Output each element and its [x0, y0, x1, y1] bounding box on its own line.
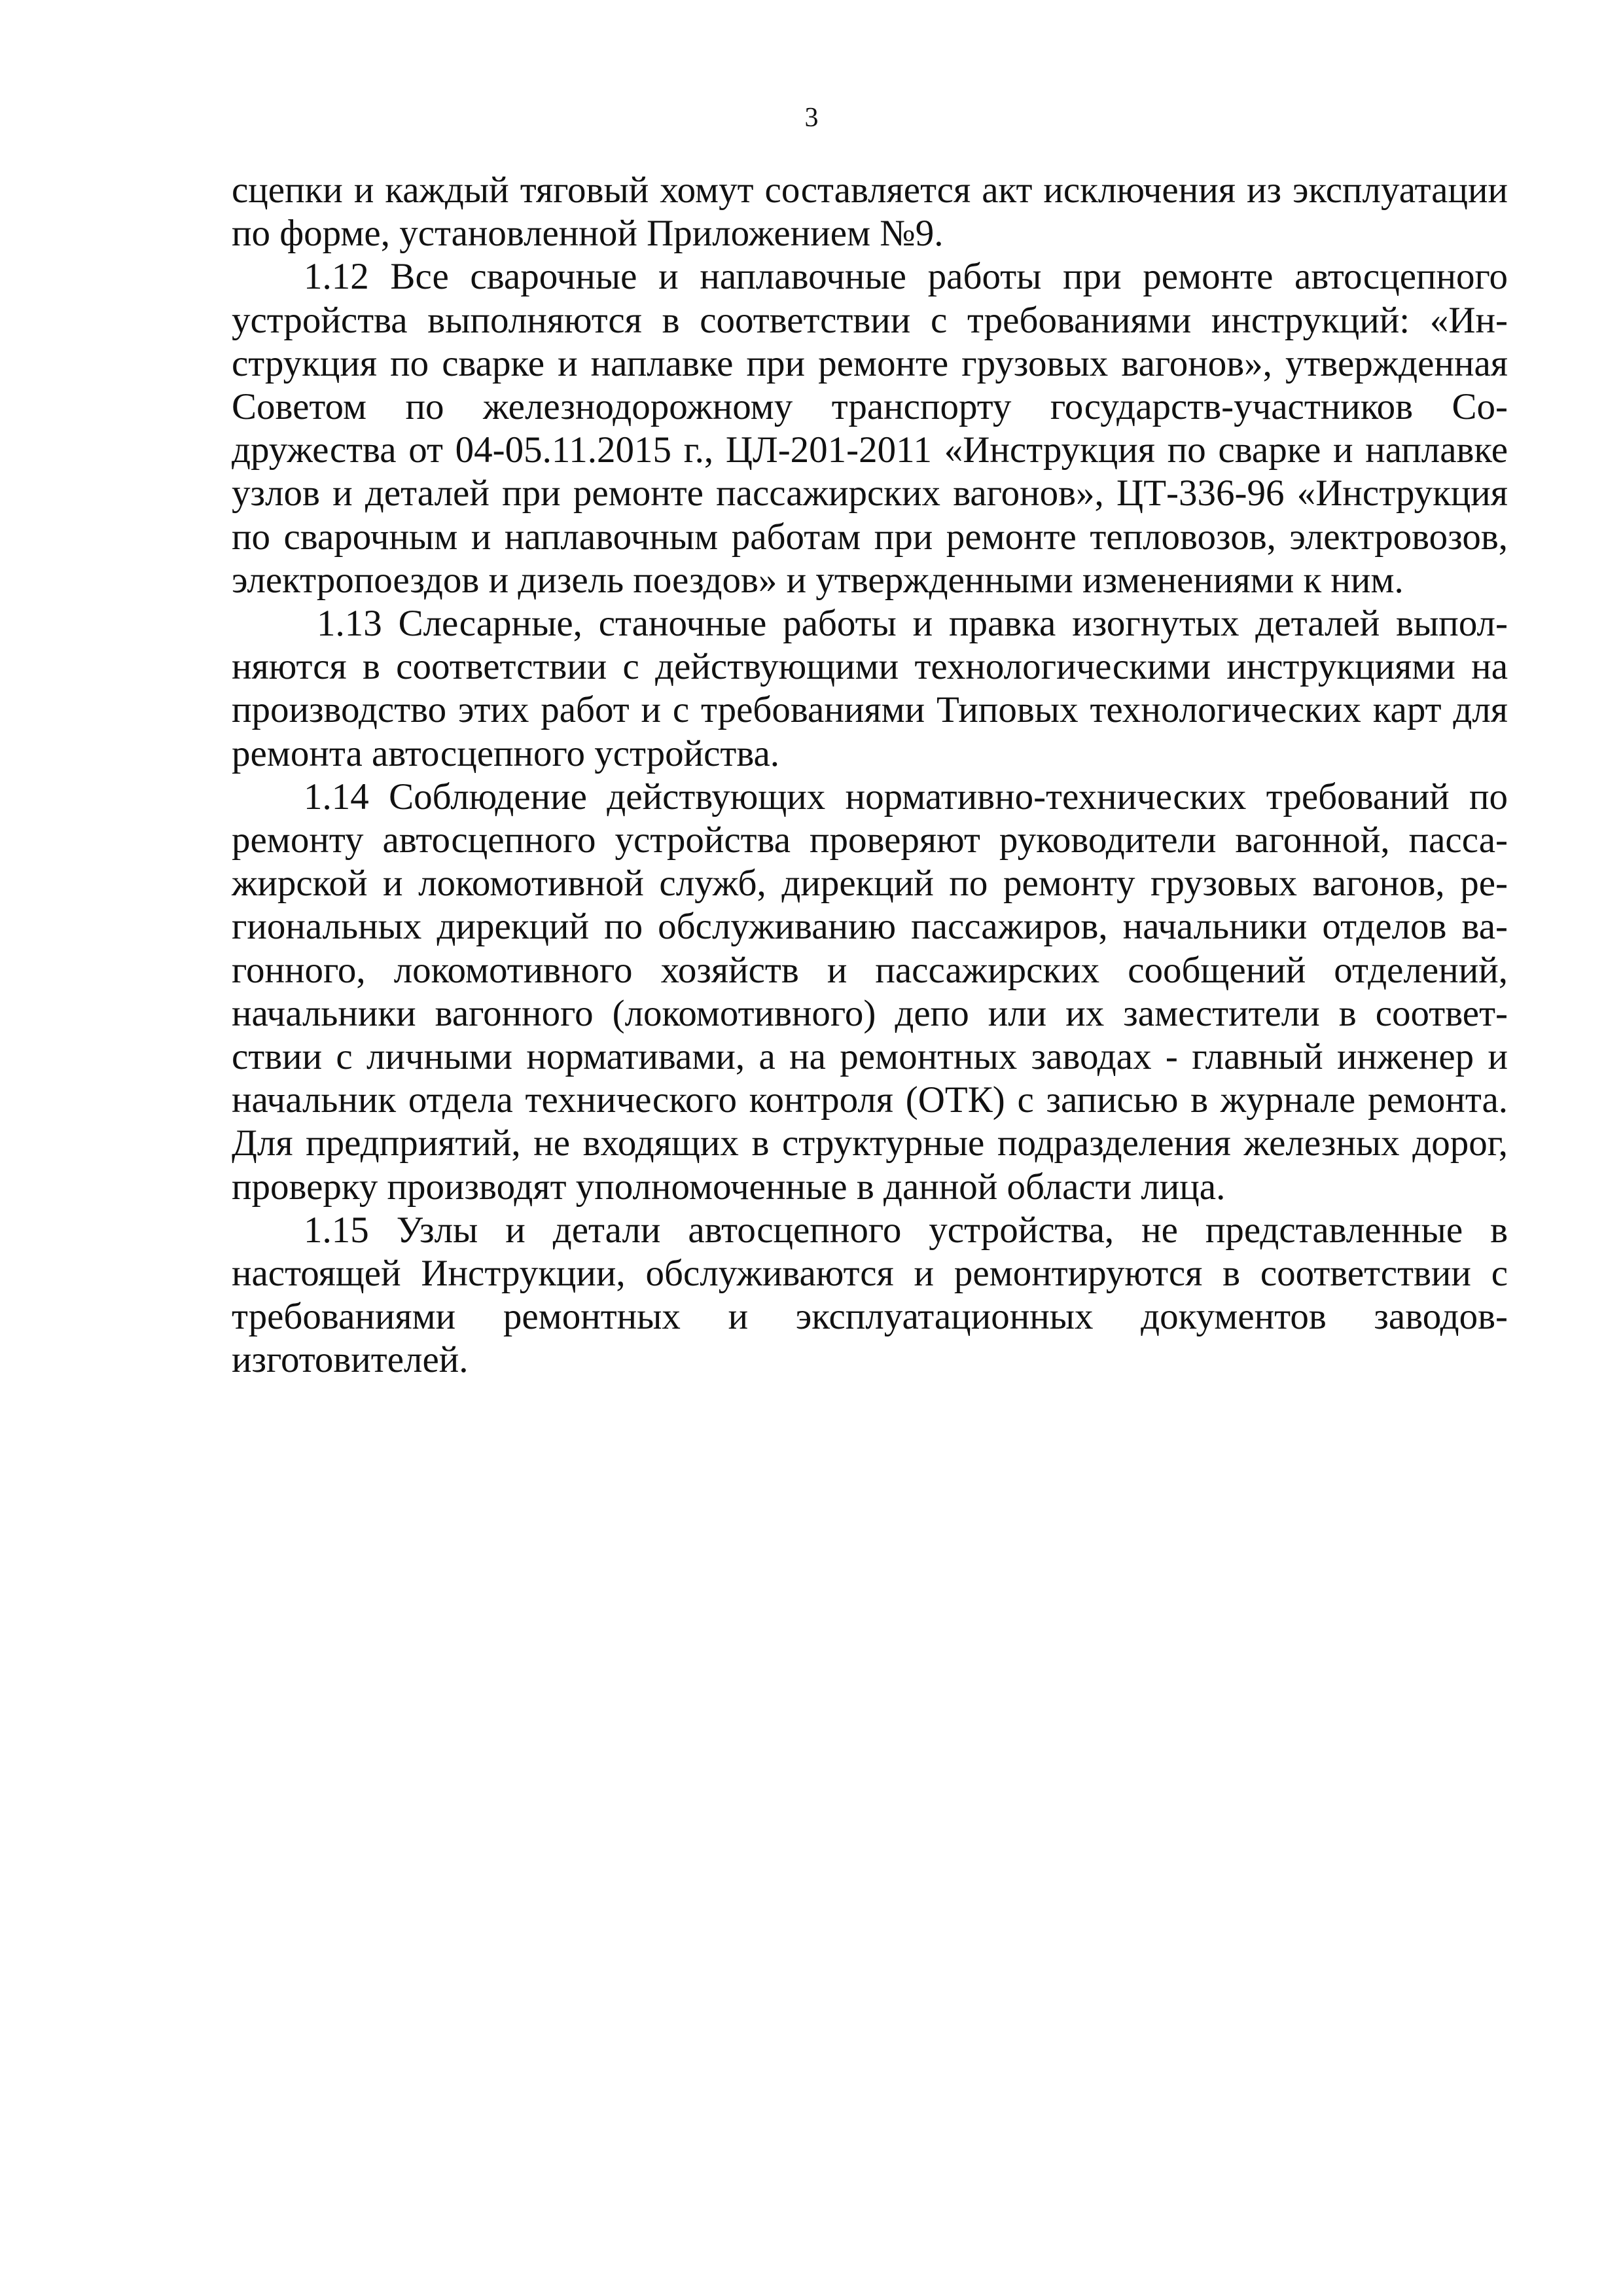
- document-body: [232, 169, 1508, 1382]
- paragraph-1-13: 1.13 Слесарные, станочные работы и правка изогнутых деталей выполняются в соответствии с действующими технологическими инструкциями на производство этих работ и с требованиями Типовых технологических карт для ремонта автосцепного устройства.: [232, 603, 1508, 774]
- paragraph-continuation: сцепки и каждый тяговый хомут составляется акт исключения из эксплуатации по форме, установленной Приложением №9.: [232, 170, 1508, 255]
- paragraph-1-14: 1.14 Соблюдение действующих нормативно-технических требований по ремонту автосцепного устройства проверяют руководители вагонной, пассажирской и локомотивной служб, дирекций по ремонту грузовых вагонов, региональных дирекций по обслуживанию пассажиров, начальники отделов вагонного, локомотивного хозяйств и пассажирских сообщений отделений, начальники вагонного (локомотивного) депо или их заместители в соответствии с личными нормативами, а на ремонтных заводах - главный инженер и начальник отдела технического контроля (ОТК) с записью в журнале ремонта. Для предприятий, не входящих в структурные подразделения железных дорог, проверку производят уполномоченные в данной области лица.: [232, 776, 1508, 1208]
- paragraph-1-15: 1.15 Узлы и детали автосцепного устройства, не представленные в настоящей Инструкции, обслуживаются и ремонтируются в соответствии с требованиями ремонтных и эксплуатационных документов заводов-изготовителей.: [232, 1209, 1508, 1381]
- paragraph-1-12: 1.12 Все сварочные и наплавочные работы при ремонте автосцепного устройства выполняются в соответствии с требованиями инструкций: «Инструкция по сварке и наплавке при ремонте грузовых вагонов», утвержденная Советом по железнодорожному транспорту государств-участников Содружества от 04-05.11.2015 г., ЦЛ-201-2011 «Инструкция по сварке и наплавке узлов и деталей при ремонте пассажирских вагонов», ЦТ-336-96 «Инструкция по сварочным и наплавочным работам при ремонте тепловозов, электровозов, электропоездов и дизель поездов» и утвержденными изменениями к ним.: [232, 256, 1508, 601]
- page-number: 3: [804, 103, 819, 133]
